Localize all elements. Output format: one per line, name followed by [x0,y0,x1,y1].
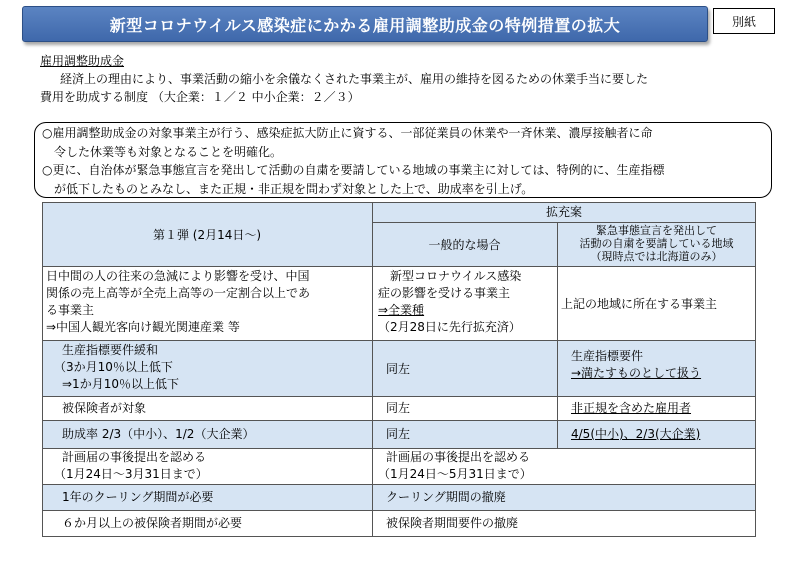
row1-c2-line: 新型コロナウイルス感染 [390,269,522,283]
table-row [42,448,756,484]
row2-general [372,340,557,396]
row2-emergency [557,340,756,396]
intro-line-1: 経済上の理由により、事業活動の縮小を余儀なくされた事業主が、雇用の維持を図るための休業手当に要した [60,72,649,86]
row3-emergency [557,396,756,420]
row3-first-round [42,396,372,420]
intro-line-2: 費用を助成する制度 （大企業：１／２ 中小企業：２／３） [40,90,360,104]
row3-c3-line: 非正規を含めた雇用者 [571,401,692,415]
row1-c3-line: 上記の地域に所在する事業主 [561,296,718,311]
title-bar [22,6,708,42]
row3-c2-line: 同左 [386,401,411,415]
row4-first-round [42,420,372,448]
row2-c3-line: 生産指標要件 [571,349,644,363]
summary-line-2: 令した休業等も対象となることを明確化。 [54,144,283,159]
table-row [42,340,756,396]
row2-c3-line: →満たすものとして扱う [571,366,702,380]
page-title: 新型コロナウイルス感染症にかかる雇用調整助成金の特例措置の拡大 [109,15,621,35]
header-col-general [372,222,557,266]
header-emergency-line-1: 緊急事態宣言を発出して [596,224,717,237]
row1-general [372,266,557,340]
intro-section [40,52,760,106]
table-header [42,202,756,266]
summary-line-3: ○更に、自治体が緊急事態宣言を発出して活動の自粛を要請している地域の事業主に対しては、特例的に、生産指標 [42,163,665,177]
header-emergency-line-3: （現時点では北海道のみ） [590,250,723,263]
row1-c1-line: 日中間の人の往来の急減により影響を受け、中国 [46,269,310,283]
row5-expansion [372,448,756,484]
row3-general [372,396,557,420]
summary-line-4: が低下したものとみなし、また正規・非正規を問わず対象とした上で、助成率を引上げ。 [54,181,534,196]
row1-c2-line: （2月28日に先行拡充済） [378,320,521,334]
row1-c2-line: 症の影響を受ける事業主 [378,286,511,300]
row1-c1-line: る事業主 [46,303,95,317]
row5-c1-line: （1月24日～3月31日まで） [54,467,208,481]
summary-line-1: ○雇用調整助成金の対象事業主が行う、感染症拡大防止に資する、一部従業員の休業や一斉休業、濃厚接触者に命 [42,126,653,140]
row2-c1-line: ⇒1か月10％以上低下 [62,377,179,391]
row6-c1-line: 1年のクーリング期間が必要 [62,490,214,504]
header-col-first-round [42,202,372,266]
row2-c1-line: （3か月10％以上低下 [54,360,173,374]
row2-c2-line: 同左 [386,361,411,376]
header-emergency-line-2: 活動の自粛を要請している地域 [579,237,734,250]
row4-c1-line: 助成率 2/3（中小）、1/2（大企業） [62,427,255,441]
attachment-tag: 別紙 [713,8,775,34]
row2-c1-line: 生産指標要件緩和 [62,343,159,357]
intro-heading: 雇用調整助成金 [40,54,125,68]
header-expansion [372,202,756,222]
row1-c1-line: 関係の売上高等が全売上高等の一定割合以上であ [46,286,311,300]
row6-first-round [42,484,372,510]
row1-c1-line: ⇒中国人観光客向け観光関連産業 等 [46,320,240,334]
row2-first-round [42,340,372,396]
header-expansion-label: 拡充案 [545,205,582,219]
row4-emergency [557,420,756,448]
row4-general [372,420,557,448]
row5-c23-line: （1月24日～5月31日まで） [378,467,532,481]
summary-box [34,122,772,198]
header-col-emergency [557,222,756,266]
row1-first-round [42,266,372,340]
table-row [42,396,756,420]
table-row [42,420,756,448]
row7-expansion [372,510,756,537]
row5-first-round [42,448,372,484]
row5-c1-line: 計画届の事後提出を認める [62,450,207,464]
header-first-round-label: 第１弾 (2月14日～) [152,227,262,242]
row7-c23-line: 被保険者期間要件の撤廃 [386,516,519,530]
table-row [42,266,756,340]
row7-c1-line: ６か月以上の被保険者期間が必要 [62,516,243,530]
row5-c23-line: 計画届の事後提出を認める [386,450,531,464]
header-general-label: 一般的な場合 [428,237,501,252]
table-row [42,510,756,537]
row6-c23-line: クーリング期間の撤廃 [386,490,506,504]
row1-c2-line: ⇒全業種 [378,303,425,317]
row4-c3-line: 4/5(中小)、2/3(大企業) [571,427,701,441]
row3-c1-line: 被保険者が対象 [62,401,147,415]
row7-first-round [42,510,372,537]
row6-expansion [372,484,756,510]
row1-emergency [557,266,756,340]
comparison-table [42,202,756,537]
table-row [42,484,756,510]
row4-c2-line: 同左 [386,427,411,441]
